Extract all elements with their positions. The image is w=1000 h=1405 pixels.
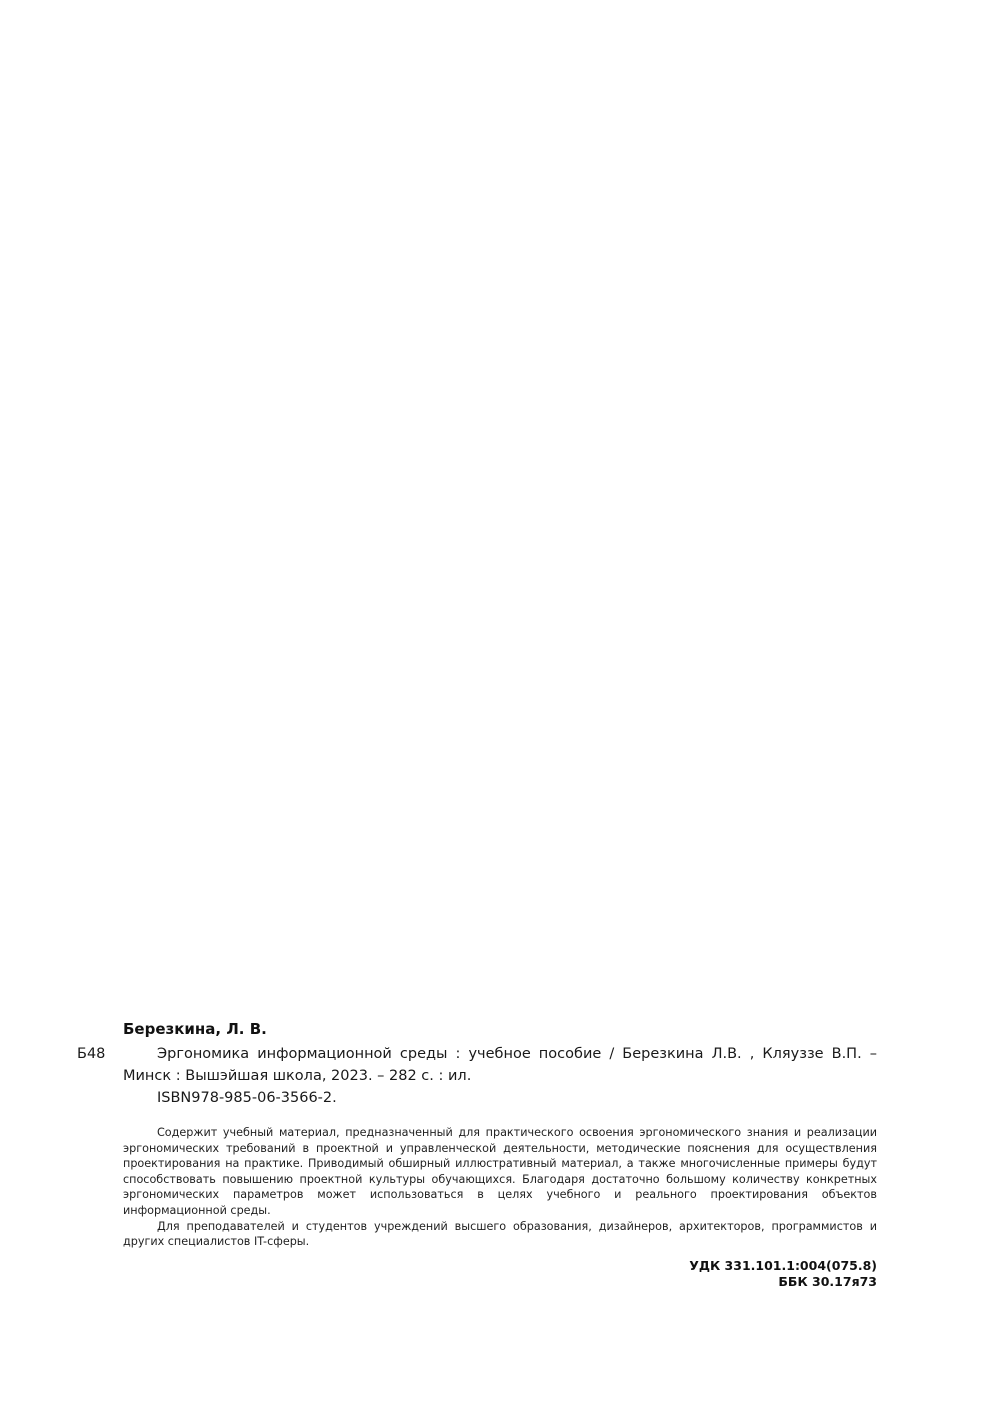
- classification-codes: [123, 1258, 877, 1290]
- title-entry: Эргономика информационной среды : учебное пособие / Березкина Л.В. , Кляуззе В.П. – Минск : Вышэйшая школа, 2023. – 282 с. : ил.: [123, 1046, 877, 1084]
- udk-code: УДК 331.101.1:004(075.8): [689, 1257, 877, 1273]
- audience-text: Для преподавателей и студентов учреждений высшего образования, дизайнеров, архитекторов, программистов и других специалистов IT-сферы.: [123, 1219, 877, 1249]
- isbn: ISBN978-985-06-3566-2.: [157, 1090, 337, 1106]
- bibliographic-record: [77, 1018, 877, 1290]
- bbk-code: ББК 30.17я73: [778, 1273, 877, 1289]
- annotation-text: Содержит учебный материал, предназначенный для практического освоения эргономического знания и реализации эргономических требований в проектной и управленческой деятельности, методические пояснения для осуществления проектирования на практике. Приводимый обширный иллюстративный материал, а также многочисленные примеры будут способствовать повышению проектной культуры обучающихся. Благодаря достаточно большому количеству конкретных эргономических параметров может использоваться в целях учебного и реального проектирования объектов информационной среды.: [123, 1126, 877, 1217]
- author-index-code: Б48: [77, 1046, 106, 1062]
- author-heading: Березкина, Л. В.: [123, 1020, 267, 1038]
